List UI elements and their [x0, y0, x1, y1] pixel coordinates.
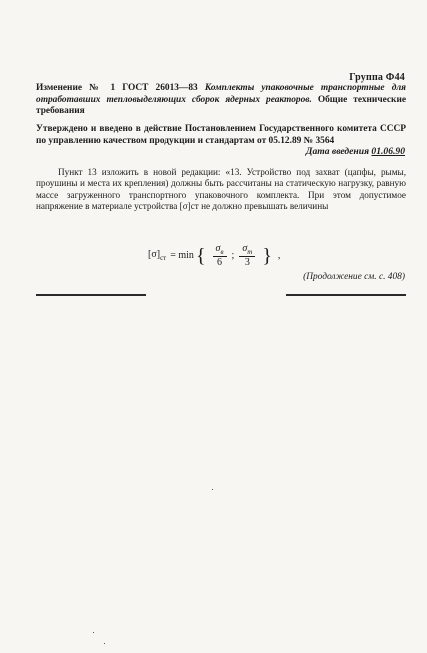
formula-separator: ;	[231, 250, 235, 261]
scan-speck	[212, 489, 213, 490]
effective-date	[306, 146, 405, 157]
amendment-subtitle: Общие технические требования	[36, 94, 407, 117]
formula-brace-open: {	[195, 244, 206, 267]
amendment-title: Комплекты упаковочные транспортные для отработавших тепловыделяющих сборок ядерных реакторов.	[36, 83, 406, 105]
divider-right	[286, 294, 406, 296]
divider-left	[36, 294, 146, 296]
formula-tail: ,	[277, 250, 281, 261]
scan-speck	[104, 643, 105, 644]
formula-eq: = min	[170, 250, 194, 261]
stress-formula	[148, 243, 280, 268]
formula-fraction-2: $\frac{\sigma_т}{3}$	[239, 243, 255, 268]
effective-date-label: Дата введения	[305, 146, 370, 157]
scan-speck	[93, 632, 94, 633]
formula-fraction-1: $\frac{\sigma_в}{6}$	[213, 243, 227, 268]
effective-date-value: 01.06.90	[371, 146, 405, 157]
body-paragraph: Пункт 13 изложить в новой редакции: «13. Устройство под захват (цапфы, рымы, проушины и места их крепления) должны быть рассчитаны на статическую нагрузку, равную массе загруженного транспортного упаковочного комплекта. При этом допустимое напряжение в материале устройства [σ]ст не должно превышать величины	[36, 167, 406, 212]
formula-lhs: $[\sigma]_{ст}$	[148, 249, 167, 262]
formula-brace-close: }	[262, 244, 272, 267]
approval-text: Утверждено и введено в действие Постановлением Государственного комитета СССР по управлению качеством продукции и стандартам от 05.12.89 № 3564	[36, 124, 406, 146]
continuation-note: (Продолжение см. с. 408)	[303, 272, 405, 282]
group-label: Группа Ф44	[349, 72, 405, 83]
amendment-number: Изменение № 1 ГОСТ 26013—83	[36, 83, 198, 93]
amendment-heading	[36, 83, 406, 118]
